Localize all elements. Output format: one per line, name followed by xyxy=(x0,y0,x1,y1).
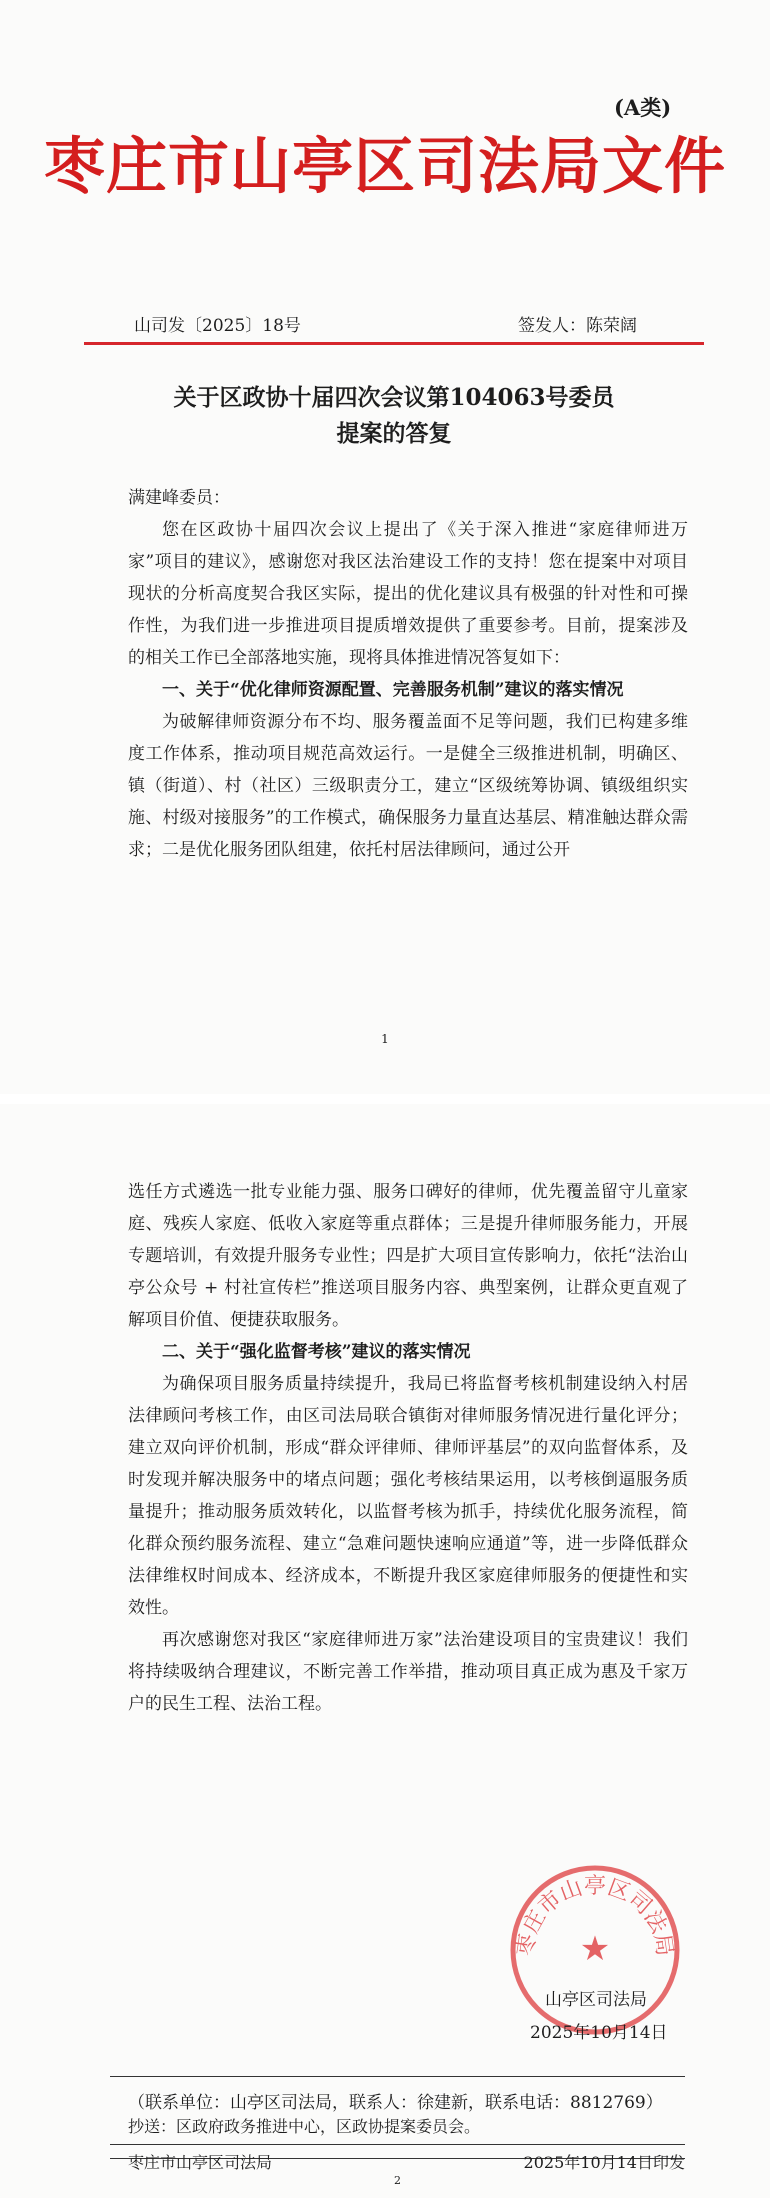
official-seal-stamp xyxy=(505,1860,685,2040)
salutation: 满建峰委员： xyxy=(128,488,230,508)
footer-rule-bottom xyxy=(110,2144,685,2145)
section-2-paragraph: 为确保项目服务质量持续提升，我局已将监督考核机制建设纳入村居法律顾问考核工作，由区司法局联合镇街对律师服务情况进行量化评分；建立双向评价机制，形成“群众评律师、律师评基层”的双向监督体系，及时发现并解决服务中的堵点问题；强化考核结果运用，以考核倒逼服务质量提升；推动服务质效转化，以监督考核为抓手，持续优化服务流程，简化群众预约服务流程、建立“急难问题快速响应通道”等，进一步降低群众法律维权时间成本、经济成本，不断提升我区家庭律师服务的便捷性和实效性。 xyxy=(128,1374,688,1618)
closing-paragraph: 再次感谢您对我区“家庭律师进万家”法治建设项目的宝贵建议！我们将持续吸纳合理建议，不断完善工作举措，推动项目真正成为惠及千家万户的民生工程、法治工程。 xyxy=(128,1630,688,1714)
page-number-2: 2 xyxy=(394,2174,401,2187)
cc-line: 抄送：区政府政务推进中心，区政协提案委员会。 xyxy=(128,2117,481,2136)
section-1-paragraph: 为破解律师资源分布不均、服务覆盖面不足等问题，我们已构建多维度工作体系，推动项目规范高效运行。一是健全三级推进机制，明确区、镇（街道）、村（社区）三级职责分工，建立“区级统筹协调、镇级组织实施、村级对接服务”的工作模式，确保服务力量直达基层、精准触达群众需求；二是优化服务团队组建，依托村居法律顾问，通过公开 xyxy=(128,712,688,860)
document-number: 山司发〔2025〕18号 xyxy=(134,316,301,336)
seal-star: ★ xyxy=(579,1929,611,1969)
issuing-organization-header: 枣庄市山亭区司法局文件 xyxy=(43,131,726,202)
title-line-1: 关于区政协十届四次会议第104063号委员 xyxy=(173,384,615,411)
signature-date: 2025年10月14日 xyxy=(530,2023,668,2043)
footer-block xyxy=(110,2110,685,2190)
section-heading-2: 二、关于“强化监督考核”建议的落实情况 xyxy=(162,1342,471,1362)
page-number: 1 xyxy=(381,1032,389,1046)
contact-info: （联系单位：山亭区司法局，联系人：徐建新，联系电话：8812769） xyxy=(128,2093,663,2113)
footer-issuer: 枣庄市山亭区司法局 xyxy=(128,2153,273,2172)
letter-body-page-1 xyxy=(128,482,688,866)
section-1-paragraph-continued: 选任方式遴选一批专业能力强、服务口碑好的律师，优先覆盖留守儿童家庭、残疾人家庭、低收入家庭等重点群体；三是提升律师服务能力，开展专题培训，有效提升服务专业性；四是扩大项目宣传影响力，依托“法治山亭公众号 + 村社宣传栏”推送项目服务内容、典型案例，让群众更直观了解项目价值、便捷获取服务。 xyxy=(128,1182,688,1330)
letter-body-page-2 xyxy=(128,1176,688,1720)
intro-paragraph: 您在区政协十届四次会议上提出了《关于深入推进“家庭律师进万家”项目的建议》，感谢您对我区法治建设工作的支持！您在提案中对项目现状的分析高度契合我区实际，提出的优化建议具有极强的针对性和可操作性，为我们进一步推进项目提质增效提供了重要参考。目前，提案涉及的相关工作已全部落地实施，现将具体推进情况答复如下： xyxy=(128,520,688,668)
document-signer: 签发人：陈荣阔 xyxy=(518,316,637,336)
document-classification: (A类) xyxy=(614,95,672,120)
title-line-2: 提案的答复 xyxy=(336,420,452,447)
seal-text: 枣庄市山亭区司法局 xyxy=(513,1874,677,1958)
signature-organization: 山亭区司法局 xyxy=(545,1990,647,2010)
document-title xyxy=(84,380,704,452)
document-page-1 xyxy=(0,0,770,1094)
footer-rule-top xyxy=(110,2076,685,2077)
footer-print-date: 2025年10月14日印发 xyxy=(523,2153,685,2172)
section-heading-1: 一、关于“优化律师资源配置、完善服务机制”建议的落实情况 xyxy=(162,680,624,700)
page-gap xyxy=(0,1094,770,1104)
red-separator-line xyxy=(84,342,704,345)
